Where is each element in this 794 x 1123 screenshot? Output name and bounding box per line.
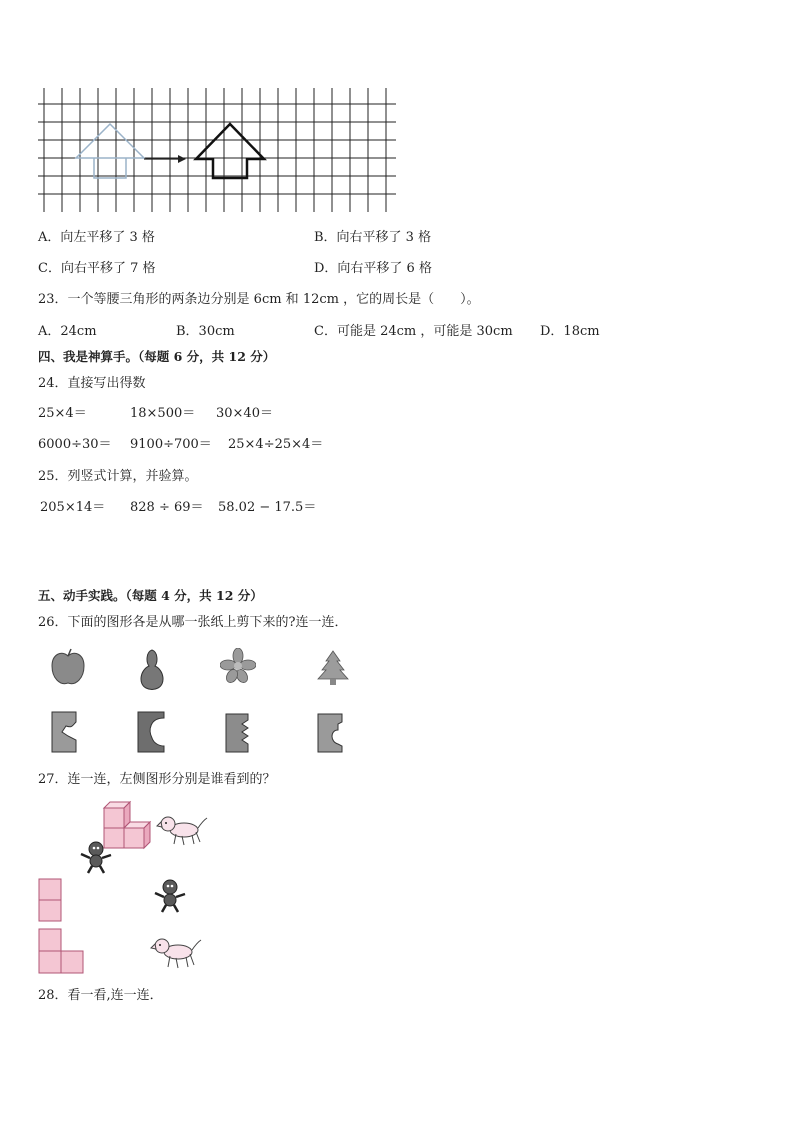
q23-option-b: B．30cm xyxy=(176,324,235,339)
cutout-paper-1 xyxy=(50,710,80,754)
dog-icon xyxy=(156,812,208,848)
q22-option-a: A．向左平移了 3 格 xyxy=(38,230,155,245)
cutout-paper-2 xyxy=(136,710,166,754)
view-two-stacked-squares xyxy=(38,878,62,922)
section5-heading: 五、动手实践。（每题 4 分，共 12 分） xyxy=(38,588,263,603)
q28-stem: 28．看一看,连一连． xyxy=(38,988,163,1003)
grid-lines xyxy=(38,88,396,212)
q23-option-c: C．可能是 24cm ，可能是 30cm xyxy=(314,324,513,339)
q23-option-d: D．18cm xyxy=(540,324,600,339)
q24-stem: 24．直接写出得数 xyxy=(38,376,146,391)
q25-item: 828 ÷ 69＝ xyxy=(130,500,204,515)
section4-heading: 四、我是神算手。（每题 6 分，共 12 分） xyxy=(38,349,276,364)
view-l-shape-squares xyxy=(38,928,84,974)
original-arrow-stem xyxy=(94,158,126,178)
monkey-icon xyxy=(78,840,114,874)
q24-item: 25×4÷25×4＝ xyxy=(228,437,324,452)
q26-stem: 26．下面的图形各是从哪一张纸上剪下来的?连一连． xyxy=(38,615,348,630)
q22-option-b: B．向右平移了 3 格 xyxy=(314,230,432,245)
monkey-icon xyxy=(152,878,188,914)
q22-option-c: C．向右平移了 7 格 xyxy=(38,261,156,276)
q25-stem: 25．列竖式计算，并验算。 xyxy=(38,469,198,484)
q23-option-a: A．24cm xyxy=(38,324,97,339)
q24-item: 18×500＝ xyxy=(130,406,196,421)
cutout-paper-3 xyxy=(224,712,254,754)
tree-shape xyxy=(316,650,350,686)
q23-stem: 23．一个等腰三角形的两条边分别是 6cm 和 12cm ，它的周长是（ ）。 xyxy=(38,292,480,307)
flower-shape xyxy=(220,648,256,684)
q25-item: 58.02 − 17.5＝ xyxy=(218,500,317,515)
apple-shape xyxy=(48,648,88,688)
cutout-paper-4 xyxy=(316,712,346,754)
translation-grid xyxy=(38,88,398,216)
q24-item: 30×40＝ xyxy=(216,406,273,421)
gourd-shape xyxy=(136,648,168,690)
q24-item: 9100÷700＝ xyxy=(130,437,212,452)
arrowhead-icon xyxy=(178,155,186,163)
q25-item: 205×14＝ xyxy=(40,500,106,515)
q24-item: 6000÷30＝ xyxy=(38,437,112,452)
dog-icon xyxy=(150,934,202,972)
q22-option-d: D．向右平移了 6 格 xyxy=(314,261,432,276)
q24-item: 25×4＝ xyxy=(38,406,87,421)
q27-stem: 27．连一连，左侧图形分别是谁看到的？ xyxy=(38,772,276,787)
